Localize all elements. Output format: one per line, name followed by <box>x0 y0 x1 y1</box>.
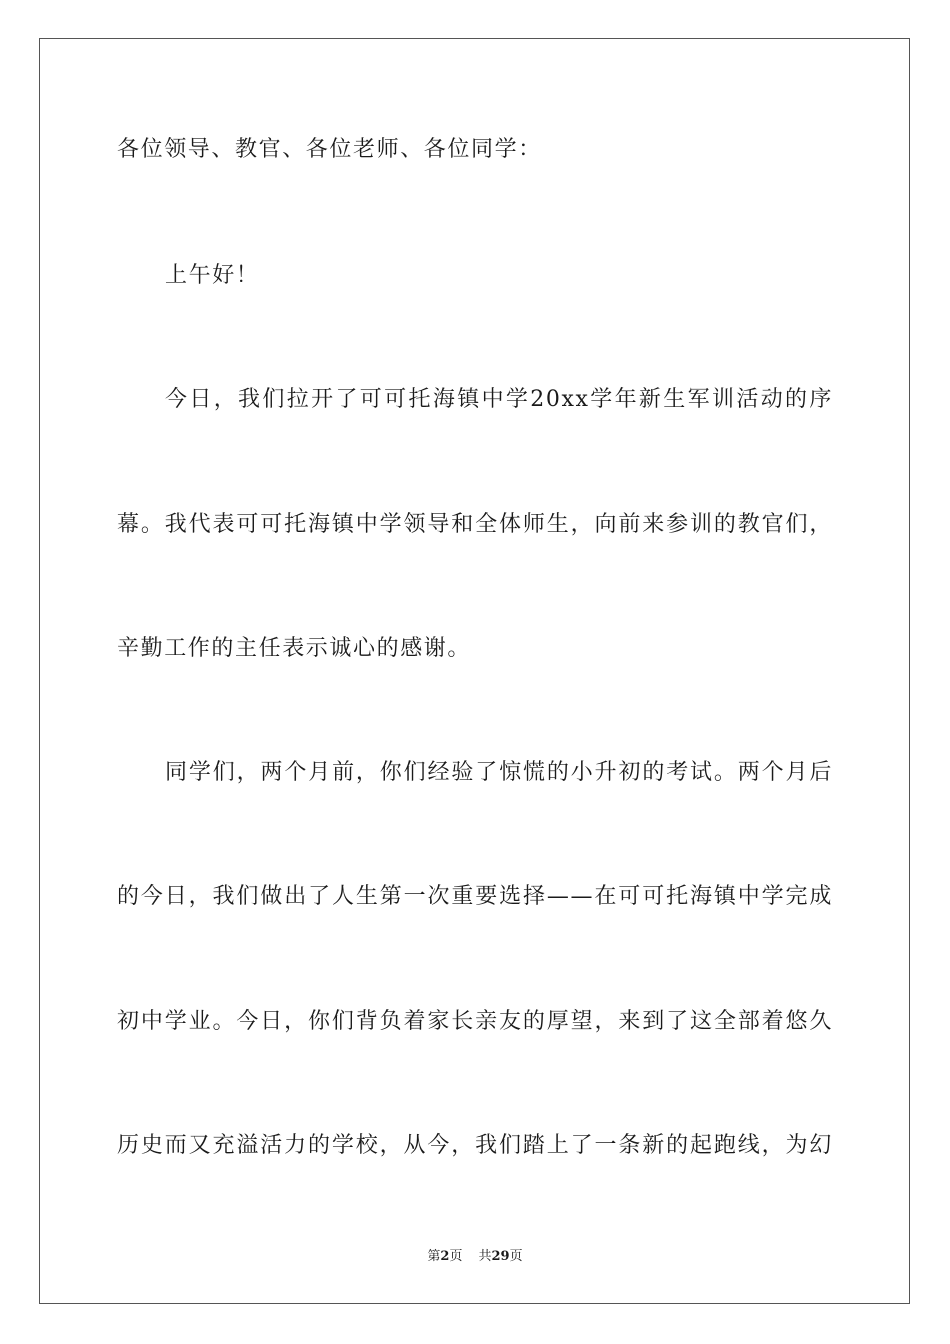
paragraph-line: 历史而又充溢活力的学校，从今，我们踏上了一条新的起跑线，为幻 <box>117 1133 833 1158</box>
page-prefix: 第 <box>427 1249 441 1264</box>
paragraph-line: 同学们，两个月前，你们经验了惊慌的小升初的考试。两个月后 <box>165 760 833 785</box>
total-page-count: 29 <box>491 1249 510 1264</box>
page-footer <box>0 1248 950 1266</box>
paragraph-line: 幕。我代表可可托海镇中学领导和全体师生，向前来参训的教官们， <box>117 512 833 537</box>
salutation-line: 各位领导、教官、各位老师、各位同学： <box>117 137 542 162</box>
paragraph-line: 辛勤工作的主任表示诚心的感谢。 <box>117 636 472 661</box>
paragraph-line: 今日，我们拉开了可可托海镇中学20xx学年新生军训活动的序 <box>165 387 833 412</box>
total-suffix: 页 <box>509 1249 523 1264</box>
current-page-number: 2 <box>440 1249 450 1264</box>
paragraph-line: 的今日，我们做出了人生第一次重要选择——在可可托海镇中学完成 <box>117 884 833 909</box>
greeting-line: 上午好！ <box>165 263 260 288</box>
total-prefix: 共 <box>478 1249 492 1264</box>
paragraph-line: 初中学业。今日，你们背负着家长亲友的厚望，来到了这全部着悠久 <box>117 1009 833 1034</box>
page-suffix: 页 <box>449 1249 463 1264</box>
page-border <box>39 38 910 1304</box>
